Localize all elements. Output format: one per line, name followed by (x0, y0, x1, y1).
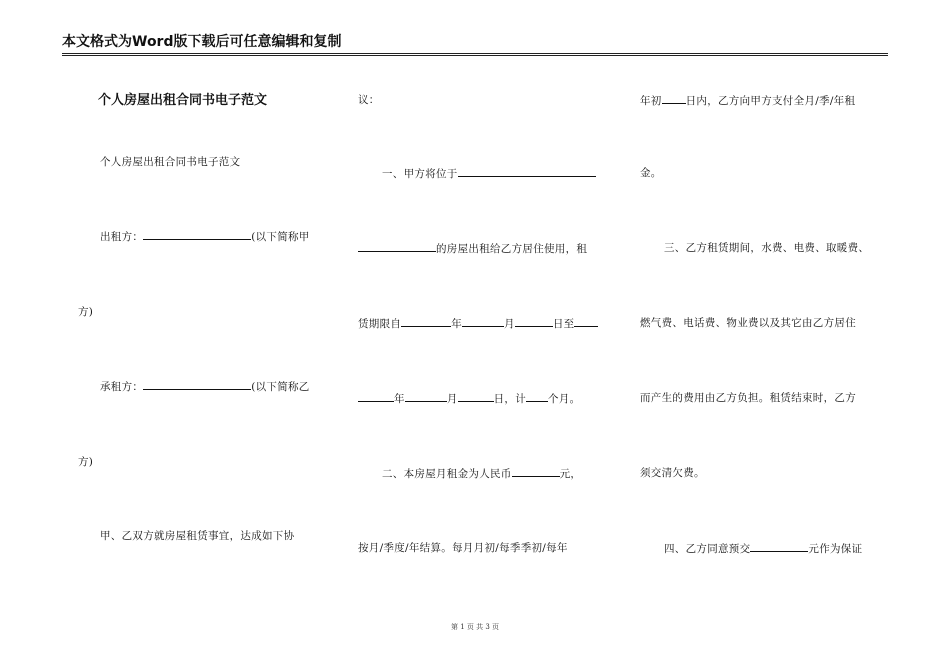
item2-line-b: 按月/季度/年结算。每月月初/每季季初/每年 (358, 542, 568, 554)
day-total-label: 日，计 (493, 393, 527, 405)
rent-amount-blank (512, 466, 560, 477)
item2-text-c-pre: 年初 (640, 95, 662, 107)
header-text: 本文格式为Word版下载后可任意编辑和复制 (62, 34, 342, 50)
start-day-blank (515, 316, 553, 327)
end-month-blank (405, 391, 447, 402)
lease-from-label: 赁期限自 (358, 318, 402, 330)
item3-line-d: 须交清欠费。 (640, 467, 705, 479)
month-label-2: 月 (446, 393, 458, 405)
address-blank (458, 166, 596, 177)
item1-line-b (358, 241, 587, 256)
item1-line-d (358, 391, 580, 406)
lessee-line (100, 379, 310, 394)
lessee-blank (143, 379, 251, 390)
lessor-blank (143, 229, 251, 240)
item2-line-a (382, 466, 581, 481)
item1-text-a: 一、甲方将位于 (382, 168, 458, 180)
year-label-2: 年 (394, 393, 405, 405)
lessee-label: 承租方： (100, 381, 144, 393)
address-blank-2 (358, 241, 436, 252)
lessee-suffix: (以下简称乙 (251, 381, 310, 393)
agreement-end: 议： (358, 94, 380, 106)
deposit-blank (750, 541, 808, 552)
page-number: 第 1 页 共 3 页 (450, 623, 500, 631)
lessee-wrap: 方) (78, 456, 94, 468)
item4-text-a: 四、乙方同意预交 (664, 543, 751, 555)
end-year-blank-start (574, 316, 598, 327)
year-label: 年 (451, 318, 463, 330)
item2-line-d: 金。 (640, 167, 662, 179)
lessor-label: 出租方： (100, 231, 144, 243)
item3-line-a: 三、乙方租赁期间，水费、电费、取暖费、 (664, 242, 870, 254)
document-subtitle: 个人房屋出租合同书电子范文 (100, 156, 241, 168)
item4-text-a-end: 元作为保证 (808, 543, 863, 555)
day-to-label: 日至 (552, 318, 575, 330)
end-day-blank (458, 391, 494, 402)
lessor-suffix: (以下简称甲 (251, 231, 310, 243)
start-year-blank (401, 316, 451, 327)
month-label: 月 (504, 318, 515, 330)
agreement-line: 甲、乙双方就房屋租赁事宜，达成如下协 (100, 530, 295, 542)
item2-text-a-end: 元， (559, 468, 582, 480)
item2-text-a: 二、本房屋月租金为人民币 (382, 468, 512, 480)
months-count-blank (526, 391, 548, 402)
item1-line-c (358, 316, 598, 331)
lessor-line (100, 229, 310, 244)
lessor-wrap: 方) (78, 306, 94, 318)
end-year-blank (358, 391, 394, 402)
months-label: 个月。 (548, 393, 581, 405)
start-month-blank (462, 316, 504, 327)
item3-line-b: 燃气费、电话费、物业费以及其它由乙方居住 (640, 317, 856, 329)
document-title: 个人房屋出租合同书电子范文 (98, 93, 268, 108)
item1-line-a (382, 166, 596, 181)
item2-text-c-post: 日内，乙方向甲方支付全月/季/年租 (685, 95, 856, 107)
item2-line-c (640, 93, 855, 108)
item1-text-b: 的房屋出租给乙方居住使用，租 (436, 243, 588, 255)
payment-days-blank (662, 93, 686, 104)
item4-line-a (664, 541, 862, 556)
document-header (62, 33, 888, 54)
item3-line-c: 而产生的费用由乙方负担。租赁结束时，乙方 (640, 392, 856, 404)
